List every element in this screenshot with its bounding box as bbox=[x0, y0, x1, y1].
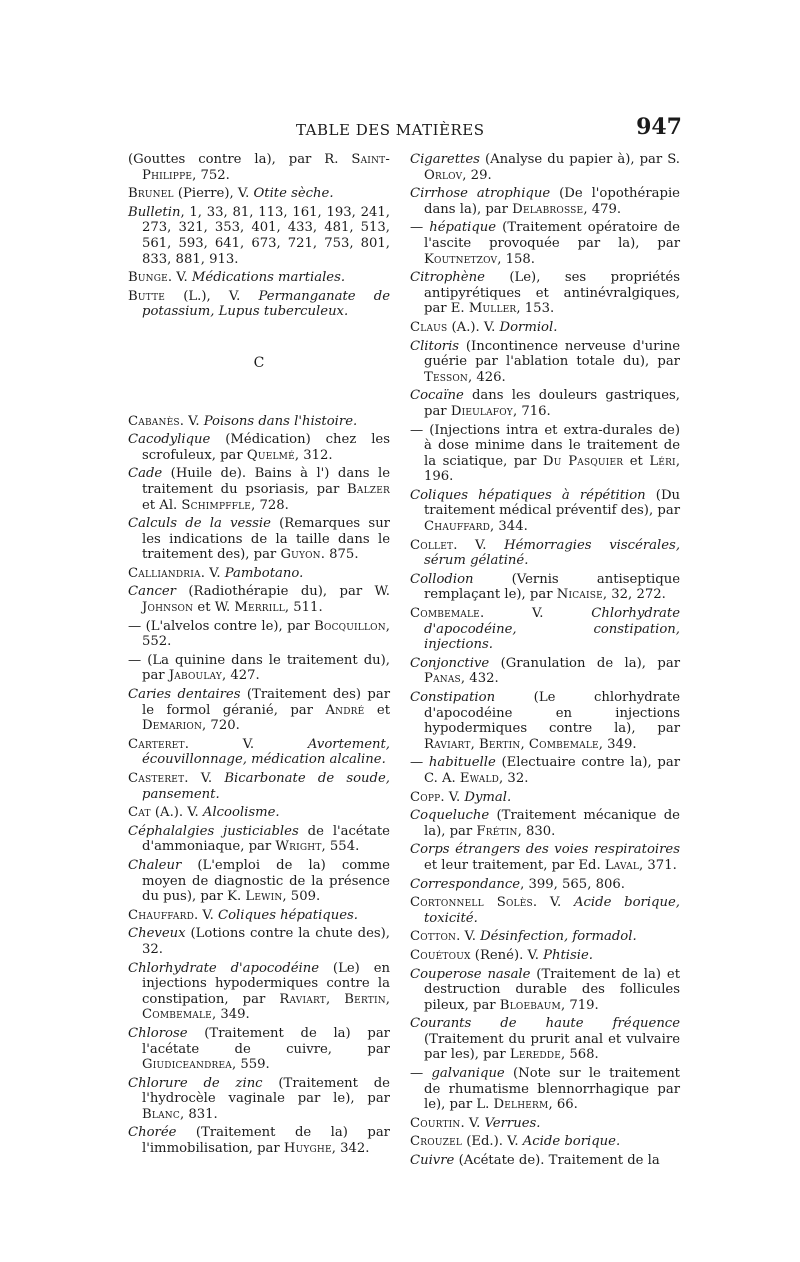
entry-text: — (Injections intra et extra-durales de) à dose minime dans le traitement de la sciatique, par bbox=[410, 422, 680, 469]
entry-headword: Constipation bbox=[410, 690, 496, 705]
index-entry bbox=[410, 1016, 680, 1063]
entry-author: Laval bbox=[604, 857, 640, 873]
entry-text: (Traitement opératoire de l'ascite provoquée par la), par bbox=[424, 220, 680, 251]
index-entry bbox=[410, 1066, 680, 1113]
index-entry bbox=[410, 1116, 680, 1132]
entry-author: Bertin bbox=[478, 736, 521, 752]
index-entry bbox=[410, 1134, 680, 1150]
index-entries-b bbox=[128, 152, 390, 320]
entry-text: , 720. bbox=[202, 718, 240, 734]
entry-author: Lewin bbox=[245, 889, 283, 905]
index-entry bbox=[128, 653, 390, 684]
index-entry bbox=[410, 877, 680, 893]
entry-author: Raviart bbox=[424, 736, 471, 752]
entry-text: — bbox=[410, 220, 430, 236]
entry-headword: Cuivre bbox=[410, 1153, 455, 1169]
entry-text: (Du traitement médical préventif des), par bbox=[424, 487, 681, 519]
entry-author: Delabrosse bbox=[512, 201, 584, 217]
entry-text: , 559. bbox=[231, 1057, 270, 1073]
entry-author: Balzer bbox=[347, 481, 390, 497]
entry-text: (Vernis antiseptique remplaçant le), par bbox=[424, 571, 680, 603]
entry-text: , 66. bbox=[548, 1097, 578, 1113]
entry-text: , 716. bbox=[512, 403, 551, 419]
entry-text: , 831. bbox=[179, 1106, 218, 1122]
entry-text: , 349. bbox=[211, 1007, 250, 1023]
entry-text: , 399, 565, 806. bbox=[520, 876, 625, 892]
index-entry bbox=[410, 152, 680, 183]
entry-text: (A.). V. bbox=[150, 805, 203, 821]
entry-text: (Huile de). Bains à l') dans le traitement du psoriasis, par bbox=[142, 466, 390, 497]
index-entry bbox=[410, 948, 680, 964]
entry-author: Crouzel bbox=[410, 1134, 463, 1150]
entry-text: (Traitement de la) par l'immobilisation, par bbox=[142, 1125, 390, 1157]
entry-headword: Céphalalgies justiciables bbox=[128, 823, 299, 839]
index-entry bbox=[128, 584, 390, 615]
entry-text: (Médication) chez les scrofuleux, par bbox=[142, 432, 390, 463]
entry-author: Cortonnell Solès bbox=[410, 895, 533, 911]
entry-author: Carteret bbox=[128, 736, 185, 752]
index-entry bbox=[410, 1153, 680, 1169]
entry-text: (Ed.). V. bbox=[462, 1134, 523, 1150]
entry-text: , 371. bbox=[639, 857, 677, 873]
entry-headword: Chlorure de zinc bbox=[128, 1075, 263, 1091]
entry-author: Schimpffle bbox=[181, 497, 252, 513]
entry-author: Léri bbox=[649, 453, 676, 469]
entry-text: , 29. bbox=[462, 167, 492, 183]
entry-text: (Lotions contre la chute des), 32. bbox=[142, 926, 390, 957]
entry-text: . 875. bbox=[320, 547, 359, 563]
entry-text: et leur traitement, par Ed. bbox=[424, 857, 605, 873]
index-entries-c-left bbox=[128, 414, 390, 1157]
entry-headword: Acide borique. bbox=[522, 1134, 621, 1150]
index-entry bbox=[128, 858, 390, 905]
entry-author: Casteret bbox=[128, 771, 185, 786]
entry-text: — bbox=[410, 755, 429, 771]
entry-author: Muller bbox=[468, 301, 517, 317]
entry-headword: Conjonctive bbox=[410, 655, 490, 671]
entry-text: (Radiothérapie du), par W. bbox=[175, 584, 390, 600]
entry-text: (Pierre), V. bbox=[173, 186, 254, 202]
entry-text: , 568. bbox=[561, 1047, 599, 1063]
entry-text: , 554. bbox=[321, 839, 360, 855]
entry-author: Couétoux bbox=[410, 947, 471, 963]
entry-author: Bertin bbox=[344, 991, 386, 1007]
entry-headword: Courants de haute fréquence bbox=[410, 1016, 680, 1032]
index-entry bbox=[128, 205, 390, 267]
entry-author: André bbox=[325, 702, 365, 718]
entry-author: Panas bbox=[424, 671, 461, 687]
entry-text: , 32, 272. bbox=[602, 587, 666, 603]
index-entry bbox=[128, 1125, 390, 1156]
entry-text: , 344. bbox=[490, 519, 528, 535]
entry-text: , 1, 33, 81, 113, 161, 193, 241, 273, 321, 353, 401, 433, 481, 513, 561, 593, 641, 673, 721, 753, 801, 833, 881, 913. bbox=[142, 204, 390, 267]
entry-text: et W. bbox=[193, 600, 235, 616]
entry-headword: Cancer bbox=[128, 584, 176, 600]
entry-text: , 511. bbox=[284, 600, 323, 616]
entry-text: , bbox=[325, 991, 345, 1007]
entry-headword: Calculs de la vessie bbox=[128, 516, 271, 532]
entry-text: (Traitement mécanique de la), par bbox=[424, 808, 680, 839]
entry-author: Delherm bbox=[493, 1097, 549, 1113]
entry-author: Cat bbox=[128, 805, 151, 821]
entry-headword: Cigarettes bbox=[410, 152, 480, 167]
left-column bbox=[128, 152, 390, 1160]
entry-author: Butte bbox=[128, 288, 166, 304]
index-entry bbox=[128, 824, 390, 855]
entry-text: (Traitement de l'hydrocèle vaginale par le), par bbox=[142, 1075, 390, 1107]
entry-text: . V. bbox=[194, 907, 219, 923]
entry-author: Leredde bbox=[509, 1047, 561, 1063]
entry-headword: Désinfection, formadol. bbox=[480, 929, 637, 945]
entry-headword: Chorée bbox=[128, 1125, 177, 1141]
right-column bbox=[410, 152, 680, 1172]
entry-headword: Otite sèche. bbox=[253, 186, 334, 202]
index-entry bbox=[410, 755, 680, 786]
entry-author: Johnson bbox=[142, 600, 194, 616]
index-entry bbox=[128, 270, 390, 286]
entry-text: (De l'opothérapie dans la), par bbox=[424, 186, 680, 217]
index-entry bbox=[410, 606, 680, 653]
index-entry bbox=[410, 320, 680, 336]
page-header bbox=[124, 116, 682, 150]
entry-text: , bbox=[385, 991, 390, 1007]
index-entry bbox=[128, 152, 390, 183]
entry-author: Cabanès bbox=[128, 413, 180, 429]
index-entry bbox=[128, 1076, 390, 1123]
index-entry bbox=[410, 790, 680, 806]
entry-headword: Coliques hépatiques à répétition bbox=[410, 487, 646, 503]
index-entry bbox=[410, 186, 680, 217]
entry-headword: Dormiol. bbox=[499, 319, 558, 335]
entry-author: Merrill bbox=[234, 600, 285, 616]
index-entry bbox=[410, 690, 680, 752]
page-number: 947 bbox=[636, 114, 682, 140]
entry-headword: Hémorragies viscérales, sérum gélatiné. bbox=[424, 537, 681, 569]
entry-headword: Clitoris bbox=[410, 338, 460, 354]
entry-text: et Al. bbox=[142, 497, 182, 513]
entry-text: et bbox=[364, 702, 391, 718]
index-entry bbox=[410, 572, 680, 603]
entry-headword: Acide borique, toxicité. bbox=[424, 895, 680, 926]
entry-text: , 349. bbox=[598, 736, 637, 752]
entry-text: , 479. bbox=[583, 201, 622, 217]
entry-text: (Remarques sur les indications de la taille dans le traitement des), par bbox=[142, 516, 390, 563]
entry-author: Cotton bbox=[410, 929, 457, 945]
entry-headword: Verrues. bbox=[484, 1115, 541, 1131]
entry-text: . V. bbox=[453, 537, 505, 553]
entry-text: , 426. bbox=[468, 369, 506, 385]
entry-text: . V. bbox=[167, 270, 192, 286]
entry-headword: Caries dentaires bbox=[128, 687, 241, 703]
entry-headword: Cade bbox=[128, 466, 163, 482]
entry-text: , 158. bbox=[497, 251, 535, 267]
entry-text: (Le chlorhydrate d'apocodéine en injections hypodermiques contre la), par bbox=[424, 690, 680, 737]
entry-headword: Chlorose bbox=[128, 1025, 188, 1041]
index-entry bbox=[128, 771, 390, 802]
index-entry bbox=[410, 339, 680, 386]
entry-text: , 719. bbox=[560, 997, 599, 1013]
entry-headword: Coliques hépatiques. bbox=[218, 907, 358, 923]
index-entry bbox=[410, 967, 680, 1014]
entry-author: Calliandria bbox=[128, 565, 201, 581]
entry-text: . V. bbox=[456, 929, 481, 945]
entry-headword: Couperose nasale bbox=[410, 966, 531, 982]
entry-text: (Traitement des) par le formol géranié, par bbox=[142, 687, 391, 718]
entry-text: (Incontinence nerveuse d'urine guérie par l'ablation totale du), par bbox=[424, 338, 680, 370]
index-entry bbox=[410, 388, 680, 419]
index-entry bbox=[128, 687, 390, 734]
entry-text: (Note sur le traitement de rhumatisme blennorrhagique par le), par L. bbox=[424, 1066, 680, 1113]
index-entry bbox=[410, 220, 680, 267]
entry-text: — bbox=[410, 1066, 432, 1082]
entry-headword: habituelle bbox=[428, 755, 496, 771]
entry-headword: galvanique bbox=[431, 1066, 505, 1082]
entry-headword: Coqueluche bbox=[410, 808, 490, 824]
entry-author: Huyghe bbox=[283, 1141, 332, 1157]
entry-text: (Traitement de la) par l'acétate de cuivre, par bbox=[142, 1025, 390, 1057]
section-letter: C bbox=[253, 354, 265, 371]
entry-text: (Traitement du prurit anal et vulvaire par les), par bbox=[424, 1031, 680, 1063]
index-entry bbox=[128, 466, 390, 513]
index-entry bbox=[128, 432, 390, 463]
entry-text: (L.), V. bbox=[165, 288, 259, 304]
index-entries-c-right bbox=[410, 152, 680, 1169]
entry-author: Tesson bbox=[424, 369, 468, 385]
entry-text: , 752. bbox=[192, 167, 230, 183]
entry-text: (René). V. bbox=[470, 947, 544, 963]
entry-text: , bbox=[520, 736, 529, 752]
entry-author: Guyon bbox=[280, 547, 321, 563]
index-entry bbox=[410, 270, 680, 317]
entry-text: , 312. bbox=[294, 447, 333, 463]
entry-text: (L'emploi de la) comme moyen de diagnostic de la présence du pus), par K. bbox=[142, 857, 390, 905]
entry-author: Demarion bbox=[142, 718, 203, 734]
entry-author: Combemale bbox=[528, 736, 599, 752]
index-entry bbox=[410, 488, 680, 535]
entry-text: , 32. bbox=[499, 770, 529, 786]
index-entry bbox=[128, 289, 390, 320]
entry-author: Nicaise bbox=[556, 587, 603, 603]
entry-author: Raviart bbox=[279, 991, 326, 1007]
index-entry bbox=[128, 619, 390, 650]
entry-author: Du Pasquier bbox=[542, 453, 624, 469]
index-entry bbox=[128, 414, 390, 430]
entry-headword: Cirrhose atrophique bbox=[410, 186, 551, 202]
entry-headword: Chlorhydrate d'apocodéine, constipation, injections. bbox=[424, 606, 680, 653]
entry-author: Brunel bbox=[128, 186, 174, 202]
index-entry bbox=[410, 808, 680, 839]
entry-author: Claus bbox=[410, 319, 448, 335]
entry-headword: Cheveux bbox=[128, 926, 186, 942]
entry-author: Ewald bbox=[459, 770, 500, 786]
entry-text: . V. bbox=[440, 789, 465, 805]
running-title: TABLE DES MATIÈRES bbox=[296, 121, 485, 139]
entry-text: . V. bbox=[532, 895, 574, 911]
entry-author: Wright bbox=[275, 839, 322, 855]
entry-headword: Permanganate de potassium, Lupus tuberculeux. bbox=[142, 288, 391, 320]
entry-headword: Alcoolisme. bbox=[202, 805, 280, 821]
entry-author: Quelmé bbox=[246, 447, 295, 463]
entry-headword: hépatique bbox=[429, 220, 497, 236]
index-entry bbox=[128, 186, 390, 202]
entry-headword: Avortement, écouvillonnage, médication alcaline. bbox=[142, 736, 390, 768]
entry-text: . V. bbox=[179, 413, 204, 429]
entry-text: (Electuaire contre la), par C. A. bbox=[424, 755, 680, 786]
entry-headword: Poisons dans l'histoire. bbox=[203, 413, 358, 429]
entry-headword: Bicarbonate de soude, pansement. bbox=[142, 771, 390, 802]
entry-text: (A.). V. bbox=[447, 319, 500, 335]
entry-author: Giudiceandrea bbox=[142, 1057, 232, 1073]
index-entry bbox=[128, 908, 390, 924]
index-entry bbox=[410, 538, 680, 569]
entry-text: (Granulation de la), par bbox=[489, 655, 680, 671]
entry-text: (Le), ses propriétés antipyrétiques et antinévralgiques, par E. bbox=[424, 270, 680, 317]
index-entry bbox=[410, 656, 680, 687]
index-entry bbox=[410, 895, 680, 926]
entry-headword: Chlorhydrate d'apocodéine bbox=[128, 960, 320, 976]
entry-author: Saint-Philippe bbox=[142, 152, 390, 183]
index-entry bbox=[128, 737, 390, 768]
entry-author: Copp bbox=[410, 789, 441, 805]
entry-text: , 427. bbox=[222, 668, 260, 684]
index-entry bbox=[410, 842, 680, 873]
entry-author: Bloebaum bbox=[499, 997, 561, 1013]
entry-headword: Citrophène bbox=[410, 270, 485, 286]
entry-text: (Le) en injections hypodermiques contre la constipation, par bbox=[142, 960, 390, 1007]
entry-text: (Analyse du papier à), par S. bbox=[479, 152, 680, 167]
entry-text: dans les douleurs gastriques, par bbox=[424, 388, 680, 419]
entry-text: (Gouttes contre la), par R. bbox=[128, 152, 352, 167]
entry-headword: Médications martiales. bbox=[191, 270, 346, 286]
entry-text: , 509. bbox=[282, 889, 321, 905]
index-entry bbox=[128, 961, 390, 1023]
entry-author: Collet bbox=[410, 537, 454, 553]
entry-text: , 830. bbox=[517, 823, 556, 839]
entry-headword: Collodion bbox=[410, 571, 474, 587]
entry-text: . V. bbox=[479, 606, 592, 622]
entry-headword: Correspondance bbox=[410, 876, 521, 892]
entry-text: et bbox=[623, 453, 650, 469]
entry-text: (Acétate de). Traitement de la bbox=[454, 1153, 660, 1169]
index-entry bbox=[128, 516, 390, 563]
index-entry bbox=[128, 926, 390, 957]
entry-author: Combemale bbox=[142, 1007, 212, 1023]
entry-author: Bocquillon bbox=[314, 618, 386, 634]
entry-headword: Bulletin bbox=[128, 204, 181, 220]
entry-author: Bunge bbox=[128, 270, 168, 286]
entry-text: de l'acétate d'ammoniaque, par bbox=[142, 823, 390, 855]
entry-headword: Dymal. bbox=[464, 789, 512, 805]
index-entry bbox=[128, 805, 390, 821]
entry-headword: Corps étrangers des voies respiratoires bbox=[410, 842, 680, 858]
entry-author: Blanc bbox=[142, 1106, 180, 1122]
entry-text: — (La quinine dans le traitement du), par bbox=[128, 652, 390, 684]
entry-author: Dieulafoy bbox=[450, 403, 513, 419]
entry-text: , 342. bbox=[331, 1141, 370, 1157]
index-entry bbox=[410, 423, 680, 485]
index-entry bbox=[410, 929, 680, 945]
entry-text: (Traitement de la) et destruction durable des follicules pileux, par bbox=[424, 966, 680, 1013]
entry-author: Jaboulay bbox=[168, 668, 222, 684]
entry-text: , bbox=[470, 736, 479, 752]
entry-text: . V. bbox=[184, 771, 225, 786]
index-entry bbox=[128, 566, 390, 582]
entry-author: Chauffard bbox=[424, 519, 491, 535]
entry-text: . V. bbox=[184, 736, 308, 752]
entry-text: . V. bbox=[200, 565, 225, 581]
entry-text: , 432. bbox=[460, 671, 499, 687]
entry-author: Frétin bbox=[476, 823, 518, 839]
entry-author: Koutnetzov bbox=[424, 251, 498, 267]
entry-author: Orlov bbox=[424, 167, 463, 183]
entry-text: , 552. bbox=[142, 618, 390, 650]
entry-headword: Chaleur bbox=[128, 857, 182, 873]
entry-text: . V. bbox=[460, 1115, 485, 1131]
entry-headword: Pambotano. bbox=[224, 565, 304, 581]
index-entry bbox=[128, 1026, 390, 1073]
entry-headword: Phtisie. bbox=[543, 947, 593, 963]
entry-text: , 728. bbox=[251, 497, 289, 513]
entry-text: , 153. bbox=[516, 301, 555, 317]
entry-author: Combemale bbox=[410, 606, 480, 622]
entry-author: Courtin bbox=[410, 1115, 461, 1131]
entry-author: Chauffard bbox=[128, 907, 195, 923]
entry-headword: Cacodylique bbox=[128, 432, 211, 448]
entry-text: — (L'alvelos contre le), par bbox=[128, 618, 315, 634]
entry-text: , 196. bbox=[424, 453, 681, 485]
entry-headword: Cocaïne bbox=[410, 388, 464, 404]
